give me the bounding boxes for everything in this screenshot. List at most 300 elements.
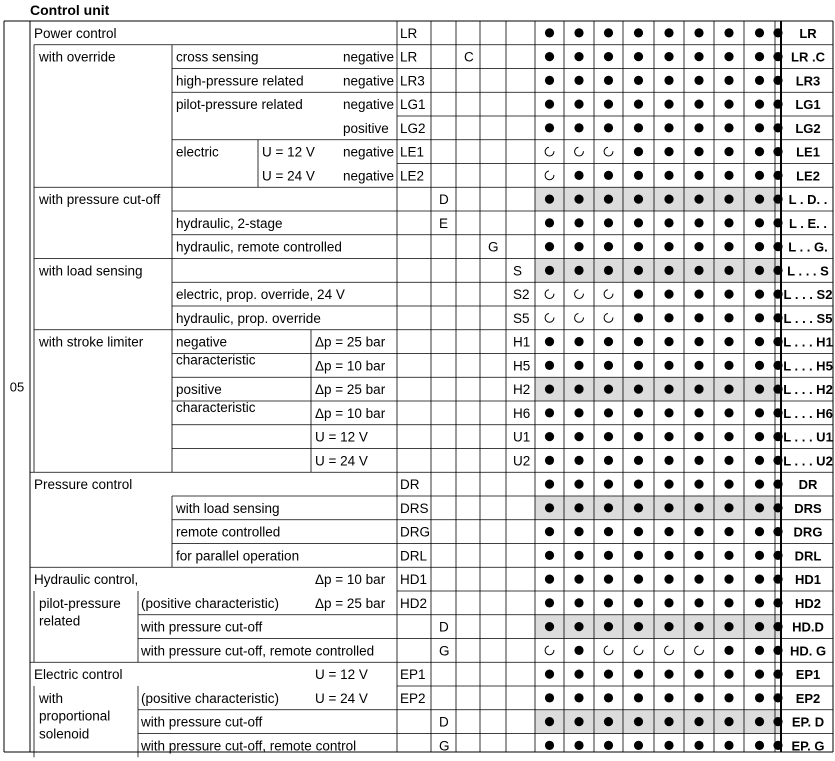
row-label: with override — [39, 49, 116, 65]
ordering-code: L . . . H2 — [783, 382, 833, 398]
row-label: G — [439, 738, 450, 754]
availability-dot-filled — [634, 598, 643, 607]
availability-dot-filled — [773, 527, 782, 536]
ordering-code: LE2 — [796, 168, 820, 184]
row-label: with pressure cut-off — [141, 714, 263, 730]
ordering-code: HD.D — [792, 619, 824, 635]
availability-dot-filled — [694, 741, 703, 750]
row-label: D — [439, 619, 449, 635]
availability-dot-filled — [694, 52, 703, 61]
availability-dot-filled — [545, 28, 554, 37]
availability-dot-filled — [694, 76, 703, 85]
row-label: with pressure cut-off — [39, 192, 161, 208]
availability-dot-filled — [694, 598, 703, 607]
row-label: characteristic — [176, 399, 256, 415]
availability-dot-filled — [634, 361, 643, 370]
ordering-code: HD1 — [794, 572, 822, 588]
availability-dot-filled — [694, 551, 703, 560]
availability-dot-filled — [724, 432, 733, 441]
availability-dot-filled — [574, 598, 583, 607]
availability-dot-filled — [574, 123, 583, 132]
availability-dot-filled — [694, 290, 703, 299]
availability-dot-filled — [664, 432, 673, 441]
availability-dot-filled — [755, 503, 764, 512]
availability-dot-filled — [604, 123, 613, 132]
availability-dot-filled — [694, 575, 703, 584]
ordering-code: L . . . S — [787, 263, 829, 279]
availability-dot-filled — [724, 741, 733, 750]
availability-dot-filled — [773, 195, 782, 204]
ordering-code: L . . . S5 — [783, 310, 833, 326]
availability-dot-filled — [664, 575, 673, 584]
availability-dot-open — [545, 171, 554, 180]
row-label: electric — [176, 144, 219, 160]
section-number: 05 — [9, 379, 25, 395]
row-label: H2 — [513, 382, 531, 398]
ordering-code: DR — [798, 477, 818, 493]
availability-dot-filled — [604, 408, 613, 417]
availability-dot-filled — [755, 147, 764, 156]
row-label: for parallel operation — [176, 548, 300, 564]
availability-dot-filled — [724, 218, 733, 227]
availability-dot-filled — [724, 76, 733, 85]
availability-dot-filled — [773, 290, 782, 299]
availability-dot-filled — [664, 266, 673, 275]
row-label: negative — [343, 144, 395, 160]
availability-dot-filled — [773, 670, 782, 679]
row-label: G — [439, 643, 450, 659]
availability-dot-filled — [604, 670, 613, 679]
availability-dot-filled — [634, 456, 643, 465]
availability-dot-filled — [574, 670, 583, 679]
availability-dot-filled — [634, 52, 643, 61]
availability-dot-filled — [545, 456, 554, 465]
availability-dot-filled — [755, 598, 764, 607]
availability-dot-filled — [724, 290, 733, 299]
availability-dot-filled — [545, 52, 554, 61]
availability-dot-filled — [634, 575, 643, 584]
availability-dot-filled — [545, 337, 554, 346]
availability-dot-filled — [724, 575, 733, 584]
availability-dot-filled — [574, 432, 583, 441]
availability-dot-filled — [634, 123, 643, 132]
availability-dot-filled — [694, 242, 703, 251]
ordering-code: L . . . U1 — [783, 429, 833, 445]
availability-dot-filled — [724, 361, 733, 370]
availability-dot-filled — [773, 76, 782, 85]
availability-dot-filled — [574, 52, 583, 61]
availability-dot-filled — [724, 693, 733, 702]
ordering-code: EP. G — [791, 738, 825, 754]
availability-dot-filled — [664, 480, 673, 489]
availability-dot-filled — [755, 76, 764, 85]
availability-dot-filled — [634, 693, 643, 702]
availability-dot-filled — [574, 717, 583, 726]
availability-dot-filled — [755, 527, 764, 536]
availability-dot-filled — [773, 361, 782, 370]
row-label: U = 12 V — [262, 144, 315, 160]
availability-dot-filled — [724, 100, 733, 109]
availability-dot-filled — [724, 670, 733, 679]
availability-dot-open — [634, 646, 643, 655]
availability-dot-filled — [604, 242, 613, 251]
availability-dot-filled — [773, 598, 782, 607]
availability-dot-filled — [664, 527, 673, 536]
availability-dot-filled — [634, 218, 643, 227]
availability-dot-filled — [545, 100, 554, 109]
row-label: with load sensing — [176, 500, 280, 516]
availability-dot-filled — [634, 717, 643, 726]
availability-dot-filled — [574, 385, 583, 394]
availability-dot-filled — [724, 598, 733, 607]
availability-dot-filled — [755, 195, 764, 204]
availability-dot-filled — [664, 385, 673, 394]
availability-dot-filled — [664, 290, 673, 299]
ordering-code: EP2 — [795, 690, 821, 706]
availability-dot-filled — [634, 242, 643, 251]
availability-dot-filled — [664, 693, 673, 702]
availability-dot-filled — [755, 337, 764, 346]
availability-dot-open — [545, 290, 554, 299]
availability-dot-filled — [545, 480, 554, 489]
ordering-code: EP. D — [791, 714, 825, 730]
availability-dot-filled — [604, 622, 613, 631]
availability-dot-filled — [545, 385, 554, 394]
availability-dot-filled — [604, 598, 613, 607]
row-label: cross sensing — [176, 49, 259, 65]
availability-dot-filled — [664, 28, 673, 37]
ordering-code: L . . . U2 — [783, 453, 833, 469]
availability-dot-filled — [694, 147, 703, 156]
availability-dot-filled — [773, 266, 782, 275]
availability-dot-filled — [755, 480, 764, 489]
availability-dot-filled — [755, 218, 764, 227]
row-label: hydraulic, 2-stage — [176, 215, 283, 231]
row-label: Power control — [34, 25, 117, 41]
row-label: negative — [343, 168, 395, 184]
row-label: E — [439, 215, 449, 231]
availability-dot-filled — [545, 670, 554, 679]
availability-dot-filled — [664, 313, 673, 322]
availability-dot-filled — [604, 52, 613, 61]
availability-dot-filled — [545, 432, 554, 441]
availability-dot-filled — [545, 408, 554, 417]
ordering-code: HD. G — [789, 643, 827, 659]
availability-dot-filled — [574, 503, 583, 512]
availability-dot-filled — [694, 100, 703, 109]
row-label: LR — [400, 49, 418, 65]
availability-dot-filled — [773, 337, 782, 346]
availability-dot-filled — [604, 741, 613, 750]
availability-dot-filled — [694, 28, 703, 37]
row-label: with pressure cut-off — [141, 619, 263, 635]
availability-dot-filled — [694, 313, 703, 322]
availability-dot-filled — [574, 408, 583, 417]
availability-dot-filled — [574, 456, 583, 465]
availability-dot-filled — [604, 480, 613, 489]
row-label: H6 — [513, 405, 531, 421]
ordering-code: HD2 — [794, 595, 822, 611]
row-label: positive — [176, 382, 222, 398]
availability-dot-filled — [634, 551, 643, 560]
row-label: negative — [343, 73, 395, 89]
availability-dot-filled — [724, 171, 733, 180]
row-label: pilot-pressure — [39, 595, 121, 611]
availability-dot-filled — [724, 52, 733, 61]
availability-dot-filled — [545, 527, 554, 536]
availability-dot-filled — [773, 432, 782, 441]
ordering-code: DRL — [794, 548, 822, 564]
availability-dot-filled — [545, 218, 554, 227]
availability-dot-filled — [574, 242, 583, 251]
availability-dot-filled — [755, 741, 764, 750]
availability-dot-filled — [773, 717, 782, 726]
availability-dot-filled — [773, 242, 782, 251]
ordering-code: LE1 — [796, 144, 820, 160]
row-label: LR3 — [400, 73, 425, 89]
ordering-code: LR3 — [795, 73, 821, 89]
availability-dot-filled — [574, 337, 583, 346]
availability-dot-filled — [694, 670, 703, 679]
ordering-code: DRG — [793, 524, 823, 540]
availability-dot-filled — [634, 385, 643, 394]
availability-dot-filled — [634, 480, 643, 489]
availability-dot-filled — [664, 76, 673, 85]
availability-dot-open — [545, 147, 554, 156]
availability-dot-filled — [545, 622, 554, 631]
availability-dot-filled — [604, 385, 613, 394]
availability-dot-filled — [755, 408, 764, 417]
availability-dot-filled — [694, 503, 703, 512]
ordering-code: LG2 — [795, 120, 821, 136]
row-label: C — [464, 49, 474, 65]
availability-dot-filled — [694, 622, 703, 631]
row-label: remote controlled — [176, 524, 281, 540]
row-label: proportional — [39, 708, 111, 724]
availability-dot-filled — [604, 575, 613, 584]
availability-dot-filled — [724, 242, 733, 251]
availability-dot-filled — [545, 717, 554, 726]
table-title: Control unit — [30, 2, 110, 18]
availability-dot-filled — [664, 147, 673, 156]
availability-dot-filled — [694, 717, 703, 726]
availability-dot-open — [575, 147, 584, 156]
availability-dot-filled — [694, 266, 703, 275]
row-label: DRS — [400, 500, 429, 516]
availability-dot-filled — [545, 693, 554, 702]
row-label: pilot-pressure related — [176, 97, 303, 113]
availability-dot-filled — [634, 28, 643, 37]
availability-dot-filled — [724, 408, 733, 417]
availability-dot-filled — [755, 622, 764, 631]
availability-dot-filled — [755, 100, 764, 109]
ordering-code: L . D. . — [788, 192, 828, 208]
availability-dot-filled — [545, 266, 554, 275]
availability-dot-filled — [634, 670, 643, 679]
row-label: hydraulic, prop. override — [176, 310, 321, 326]
row-label: Hydraulic control, — [34, 572, 139, 588]
availability-dot-filled — [694, 361, 703, 370]
availability-dot-filled — [773, 52, 782, 61]
availability-dot-filled — [664, 408, 673, 417]
row-label: Δp = 10 bar — [315, 405, 386, 421]
row-label: DRL — [400, 548, 428, 564]
availability-dot-filled — [755, 670, 764, 679]
row-label: EP1 — [400, 667, 426, 683]
ordering-code: L . . . S2 — [783, 287, 833, 303]
row-label: with load sensing — [39, 263, 143, 279]
row-label: U = 12 V — [315, 667, 368, 683]
row-label: LR — [400, 25, 418, 41]
availability-dot-filled — [634, 503, 643, 512]
ordering-code: L . . . H5 — [783, 358, 833, 374]
row-label: Δp = 25 bar — [315, 334, 386, 350]
availability-dot-filled — [664, 218, 673, 227]
row-label: negative — [176, 334, 228, 350]
availability-dot-filled — [694, 218, 703, 227]
row-label: D — [439, 192, 449, 208]
availability-dot-filled — [545, 503, 554, 512]
availability-dot-filled — [755, 266, 764, 275]
availability-dot-filled — [634, 432, 643, 441]
availability-dot-filled — [574, 266, 583, 275]
row-label: Δp = 10 bar — [315, 358, 386, 374]
availability-dot-filled — [574, 171, 583, 180]
availability-dot-filled — [755, 575, 764, 584]
availability-dot-filled — [604, 100, 613, 109]
availability-dot-filled — [604, 28, 613, 37]
row-label: solenoid — [39, 726, 90, 742]
availability-dot-filled — [755, 242, 764, 251]
row-label: LG2 — [400, 120, 426, 136]
availability-dot-filled — [634, 408, 643, 417]
availability-dot-filled — [694, 385, 703, 394]
ordering-code: EP1 — [795, 667, 821, 683]
availability-dot-open — [575, 313, 584, 322]
availability-dot-filled — [724, 480, 733, 489]
availability-dot-filled — [755, 551, 764, 560]
row-label: negative — [343, 49, 395, 65]
availability-dot-filled — [604, 503, 613, 512]
availability-dot-filled — [694, 456, 703, 465]
row-label: HD2 — [400, 595, 428, 611]
availability-dot-filled — [773, 171, 782, 180]
availability-dot-filled — [755, 361, 764, 370]
row-label: hydraulic, remote controlled — [176, 239, 342, 255]
row-label: H1 — [513, 334, 531, 350]
row-label: with stroke limiter — [39, 334, 144, 350]
availability-dot-filled — [755, 171, 764, 180]
availability-dot-filled — [724, 266, 733, 275]
availability-dot-filled — [755, 717, 764, 726]
availability-dot-filled — [724, 195, 733, 204]
availability-dot-filled — [545, 575, 554, 584]
availability-dot-open — [604, 290, 613, 299]
availability-dot-filled — [604, 195, 613, 204]
row-label: (positive characteristic) — [141, 690, 280, 706]
availability-dot-filled — [724, 622, 733, 631]
availability-dot-filled — [604, 693, 613, 702]
availability-dot-filled — [773, 551, 782, 560]
availability-dot-filled — [664, 741, 673, 750]
availability-dot-filled — [604, 76, 613, 85]
availability-dot-filled — [694, 527, 703, 536]
availability-dot-filled — [773, 147, 782, 156]
row-label: LE1 — [400, 144, 425, 160]
availability-dot-filled — [755, 123, 764, 132]
row-label: HD1 — [400, 572, 428, 588]
availability-dot-filled — [634, 622, 643, 631]
availability-dot-filled — [545, 551, 554, 560]
availability-dot-filled — [664, 195, 673, 204]
availability-dot-filled — [634, 741, 643, 750]
availability-dot-filled — [545, 741, 554, 750]
row-label: H5 — [513, 358, 531, 374]
availability-dot-filled — [604, 171, 613, 180]
availability-dot-filled — [773, 622, 782, 631]
row-label: characteristic — [176, 352, 256, 368]
availability-dot-filled — [664, 598, 673, 607]
row-label: positive — [343, 120, 389, 136]
availability-dot-filled — [604, 551, 613, 560]
availability-dot-filled — [724, 717, 733, 726]
row-label: U = 12 V — [315, 429, 368, 445]
row-label: Δp = 10 bar — [315, 572, 386, 588]
availability-dot-filled — [755, 432, 764, 441]
availability-dot-filled — [664, 456, 673, 465]
row-label: U2 — [513, 453, 531, 469]
availability-dot-filled — [545, 195, 554, 204]
availability-dot-filled — [664, 622, 673, 631]
availability-dot-filled — [773, 646, 782, 655]
availability-dot-filled — [604, 337, 613, 346]
availability-dot-filled — [574, 575, 583, 584]
row-label: D — [439, 714, 449, 730]
availability-dot-filled — [545, 242, 554, 251]
ordering-code: L . . G. — [788, 239, 828, 255]
availability-dot-filled — [604, 218, 613, 227]
availability-dot-filled — [664, 361, 673, 370]
availability-dot-filled — [634, 195, 643, 204]
availability-dot-filled — [545, 361, 554, 370]
availability-dot-filled — [773, 28, 782, 37]
row-label: Δp = 25 bar — [315, 382, 386, 398]
availability-dot-filled — [773, 408, 782, 417]
ordering-code: L . . . H6 — [783, 405, 833, 421]
row-label: EP2 — [400, 690, 426, 706]
availability-dot-filled — [634, 171, 643, 180]
availability-dot-filled — [574, 551, 583, 560]
availability-dot-open — [604, 147, 613, 156]
availability-dot-filled — [574, 480, 583, 489]
row-label: electric, prop. override, 24 V — [176, 287, 345, 303]
availability-dot-filled — [773, 456, 782, 465]
row-label: DR — [400, 477, 420, 493]
availability-dot-filled — [545, 123, 554, 132]
availability-dot-filled — [574, 361, 583, 370]
availability-dot-filled — [694, 171, 703, 180]
availability-dot-filled — [694, 123, 703, 132]
ordering-code: LG1 — [795, 97, 821, 113]
availability-dot-filled — [755, 456, 764, 465]
availability-dot-filled — [574, 100, 583, 109]
availability-dot-filled — [604, 266, 613, 275]
availability-dot-filled — [724, 28, 733, 37]
availability-dot-filled — [664, 171, 673, 180]
availability-dot-filled — [574, 741, 583, 750]
availability-dot-filled — [604, 456, 613, 465]
ordering-code: DRS — [794, 500, 822, 516]
